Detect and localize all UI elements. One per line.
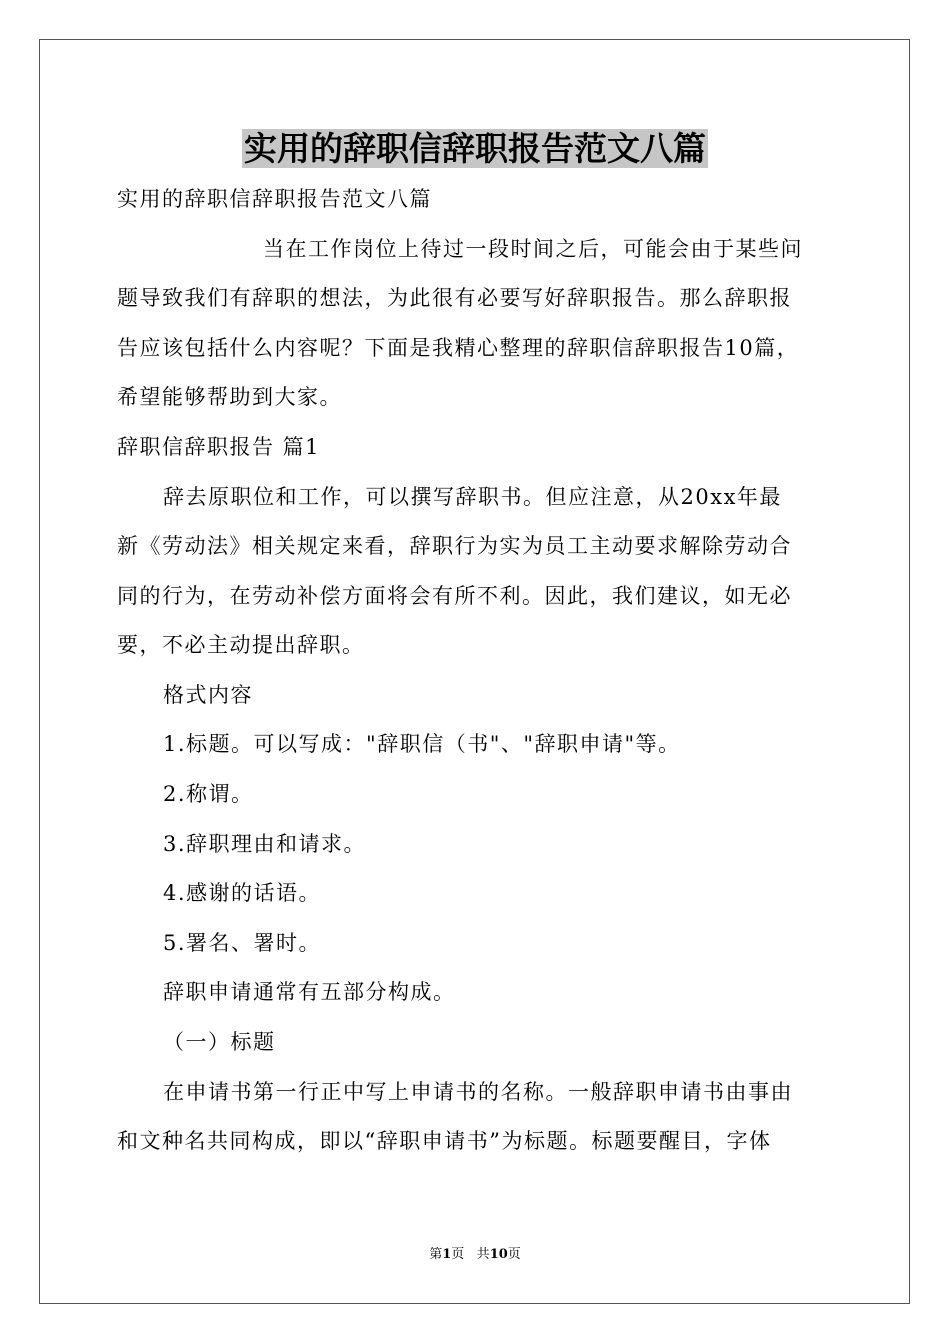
footer-page-prefix: 第 bbox=[429, 1247, 443, 1262]
parts-intro: 辞职申请通常有五部分构成。 bbox=[163, 980, 456, 1004]
page-footer bbox=[0, 1245, 950, 1265]
footer-page-number: 1 bbox=[442, 1247, 452, 1262]
intro-line-1: 当在工作岗位上待过一段时间之后，可能会由于某些问 bbox=[263, 237, 803, 261]
section-line-2: 新《劳动法》相关规定来看，辞职行为实为员工主动要求解除劳动合 bbox=[117, 534, 792, 558]
intro-line-3: 告应该包括什么内容呢？下面是我精心整理的辞职信辞职报告10篇， bbox=[117, 336, 800, 360]
document-title-text: 实用的辞职信辞职报告范文八篇 bbox=[244, 129, 706, 168]
part-line-1: 在申请书第一行正中写上申请书的名称。一般辞职申请书由事由 bbox=[163, 1080, 793, 1104]
document-title bbox=[0, 124, 950, 174]
format-item-5: 5.署名、署时。 bbox=[163, 931, 322, 955]
format-item-1: 1.标题。可以写成："辞职信（书"、"辞职申请"等。 bbox=[163, 732, 681, 756]
document-subtitle: 实用的辞职信辞职报告范文八篇 bbox=[117, 187, 432, 211]
format-item-4: 4.感谢的话语。 bbox=[163, 881, 322, 905]
footer-total-suffix: 页 bbox=[507, 1247, 521, 1262]
section-line-3: 同的行为，在劳动补偿方面将会有所不利。因此，我们建议，如无必 bbox=[117, 584, 792, 608]
part-line-2: 和文种名共同构成，即以“辞职申请书”为标题。标题要醒目，字体 bbox=[117, 1129, 772, 1153]
format-heading: 格式内容 bbox=[163, 683, 253, 707]
intro-line-4: 希望能够帮助到大家。 bbox=[117, 385, 342, 409]
section-line-1: 辞去原职位和工作，可以撰写辞职书。但应注意，从20xx年最 bbox=[163, 485, 782, 509]
footer-total-prefix: 共 bbox=[476, 1247, 490, 1262]
section-line-4: 要，不必主动提出辞职。 bbox=[117, 633, 365, 657]
format-item-3: 3.辞职理由和请求。 bbox=[163, 832, 367, 856]
footer-total-pages: 10 bbox=[489, 1247, 508, 1262]
section-heading: 辞职信辞职报告 篇1 bbox=[117, 435, 321, 459]
intro-line-2: 题导致我们有辞职的想法，为此很有必要写好辞职报告。那么辞职报 bbox=[117, 286, 792, 310]
format-item-2: 2.称谓。 bbox=[163, 782, 254, 806]
footer-page-suffix: 页 bbox=[451, 1247, 465, 1262]
part-heading: （一）标题 bbox=[163, 1030, 276, 1054]
